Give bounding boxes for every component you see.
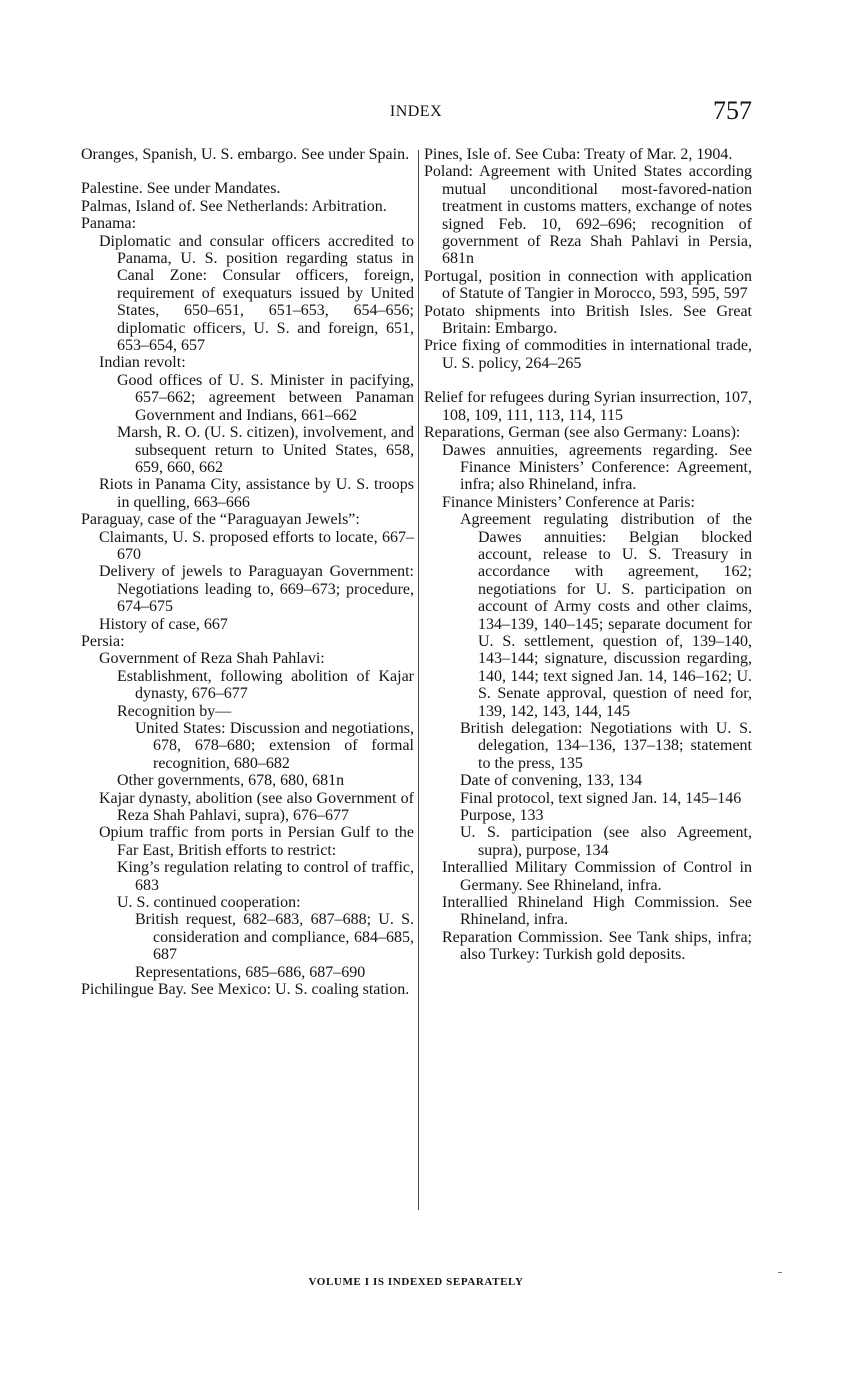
index-entry: Recognition by— [117,702,232,720]
index-entry: Other governments, 678, 680, 681n [117,772,345,790]
index-entry: Finance Ministers’ Conference at Paris: [442,493,695,511]
index-entry: Portugal, position in connection with application of Statute of Tangier in Morocco, 593, 595, 597 [424,267,752,303]
column-divider [418,150,419,1210]
index-entry: Delivery of jewels to Paraguayan Government: Negotiations leading to, 669–673; procedure, 674–675 [99,563,414,616]
index-entry: Kajar dynasty, abolition (see also Government of Reza Shah Pahlavi, supra), 676–677 [99,789,414,825]
index-entry: Panama: [81,215,137,233]
index-entry: U. S. continued cooperation: [117,894,301,912]
index-entry: Government of Reza Shah Pahlavi: [99,650,325,668]
index-entry: Interallied Rhineland High Commission. See Rhineland, infra. [442,894,752,929]
index-entry: Relief for refugees during Syrian insurrection, 107, 108, 109, 111, 113, 114, 115 [424,389,752,424]
margin-mark [778,1272,782,1273]
index-column-right [424,146,752,964]
index-entry: Poland: Agreement with United States according mutual unconditional most-favored-nation treatment in customs matters, exchange of notes signed Feb. 10, 692–696; recognition of government of Reza Shah Pahlavi in Persia, 681n [424,163,752,268]
index-entry: British request, 682–683, 687–688; U. S. consideration and compliance, 684–685, 687 [135,911,414,964]
index-entry: Good offices of U. S. Minister in pacifying, 657–662; agreement between Panaman Government and Indians, 661–662 [117,371,414,424]
index-entry: Palestine. See under Mandates. [81,180,281,198]
index-entry: Establishment, following abolition of Kajar dynasty, 676–677 [117,667,414,703]
index-entry: Paraguay, case of the “Paraguayan Jewels”: [81,511,360,529]
index-entry: Interallied Military Commission of Control in Germany. See Rhineland, infra. [442,859,752,894]
index-entry: Marsh, R. O. (U. S. citizen), involvement, and subsequent return to United States, 658, 659, 660, 662 [117,424,414,476]
index-entry: Pines, Isle of. See Cuba: Treaty of Mar. 2, 1904. [424,146,733,163]
index-entry: Reparation Commission. See Tank ships, infra; also Turkey: Turkish gold deposits. [442,928,752,964]
index-entry: Price fixing of commodities in international trade, U. S. policy, 264–265 [424,337,752,372]
index-entry: British delegation: Negotiations with U. S. delegation, 134–136, 137–138; statement to the press, 135 [460,720,752,772]
index-entry: Date of convening, 133, 134 [460,772,643,790]
index-entry: Claimants, U. S. proposed efforts to locate, 667–670 [99,528,414,563]
index-entry: Opium traffic from ports in Persian Gulf to the Far East, British efforts to restrict: [99,824,414,859]
index-entry: Oranges, Spanish, U. S. embargo. See under Spain. [81,146,410,163]
index-entry: Riots in Panama City, assistance by U. S. troops in quelling, 663–666 [99,476,414,511]
index-entry: Agreement regulating distribution of the Dawes annuities: Belgian blocked account, release to U. S. Treasury in accordance with agreement, 162; negotiations for U. S. participation on account of Army costs and other claims, 134–139, 140–145; separate document for U. S. settlement, question of, 139–140, 143–144; signature, discussion regarding, 140, 144; text signed Jan. 14, 146–162; U. S. Senate approval, question of need for, 139, 142, 143, 144, 145 [460,511,752,720]
index-entry: King’s regulation relating to control of traffic, 683 [117,859,414,894]
index-entry: History of case, 667 [99,615,228,633]
running-head: INDEX [389,103,443,120]
index-entry: Reparations, German (see also Germany: Loans): [424,424,741,442]
index-entry: U. S. participation (see also Agreement, supra), purpose, 134 [460,824,752,859]
index-column-left [81,146,414,999]
index-entry: Dawes annuities, agreements regarding. See Finance Ministers’ Conference: Agreement, infra; also Rhineland, infra. [442,441,752,494]
index-entry: Potato shipments into British Isles. See Great Britain: Embargo. [424,302,752,338]
index-entry: Purpose, 133 [460,807,544,825]
index-entry: United States: Discussion and negotiations, 678, 678–680; extension of formal recognition, 680–682 [135,720,414,772]
index-entry: Palmas, Island of. See Netherlands: Arbitration. [81,197,387,215]
index-entry: Pichilingue Bay. See Mexico: U. S. coaling station. [81,981,410,999]
index-entry: Representations, 685–686, 687–690 [135,963,366,981]
footer-note: VOLUME I IS INDEXED SEPARATELY [308,1276,524,1288]
index-entry: Persia: [81,632,125,650]
page-number: 757 [713,96,752,125]
index-entry: Final protocol, text signed Jan. 14, 145–146 [460,789,742,807]
index-entry: Diplomatic and consular officers accredited to Panama, U. S. position regarding status in Canal Zone: Consular officers, foreign, requirement of exequaturs issued by United States, 650–651, 651–653, 654–656; diplomatic officers, U. S. and foreign, 651, 653–654, 657 [99,232,414,355]
index-entry: Indian revolt: [99,354,186,372]
